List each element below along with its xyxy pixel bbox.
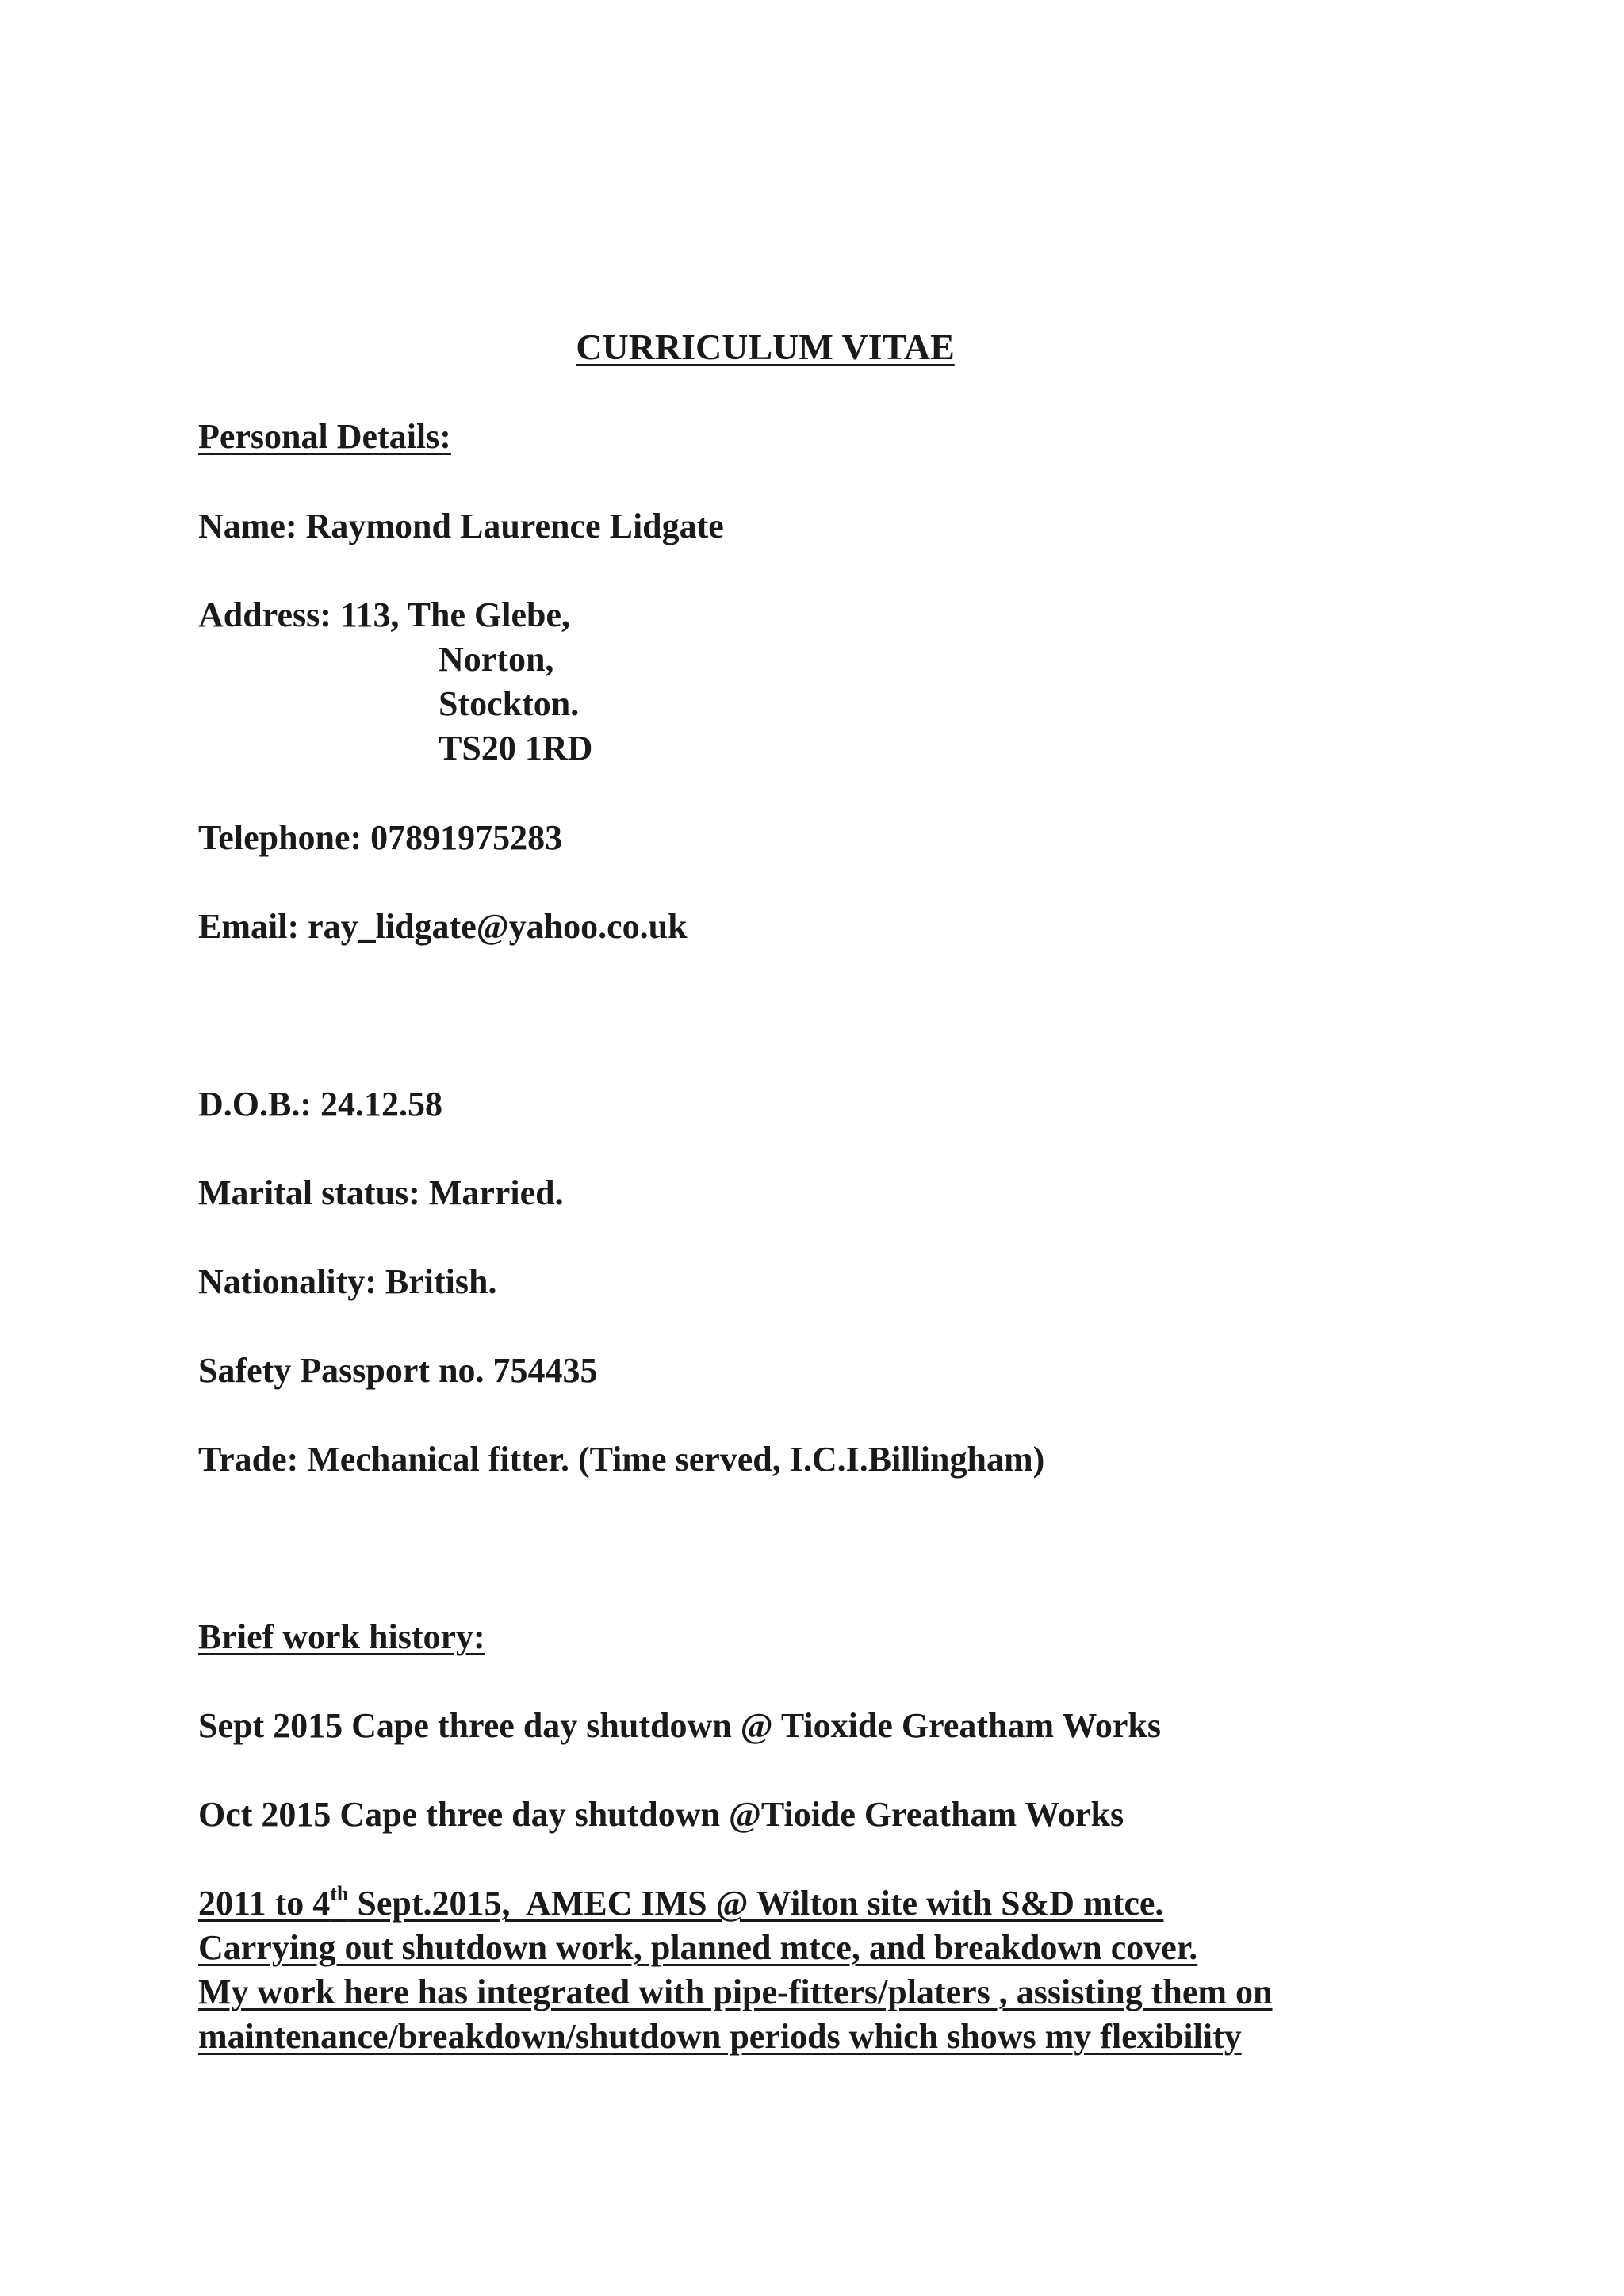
work-entry-amec-line1 — [198, 1881, 1163, 1926]
trade-line: Trade: Mechanical fitter. (Time served, I.C.I.Billingham) — [198, 1440, 1045, 1479]
safety-passport-line: Safety Passport no. 754435 — [198, 1351, 598, 1390]
work-entry-sept-2015: Sept 2015 Cape three day shutdown @ Tioxide Greatham Works — [198, 1706, 1162, 1745]
address-line-city: Stockton. — [439, 684, 580, 723]
work-entry-amec-line4: maintenance/breakdown/shutdown periods which shows my flexibility — [198, 2017, 1242, 2056]
work-entry-amec-line2: Carrying out shutdown work, planned mtce, and breakdown cover. — [198, 1928, 1198, 1967]
work-entry-amec-line1-end: Sept.2015, AMEC IMS @ Wilton site with S&D mtce. — [348, 1884, 1164, 1923]
address-line-postcode: TS20 1RD — [439, 729, 593, 767]
personal-details-heading: Personal Details: — [198, 417, 451, 456]
work-entry-oct-2015: Oct 2015 Cape three day shutdown @Tioide Greatham Works — [198, 1795, 1124, 1834]
nationality-line: Nationality: British. — [198, 1262, 497, 1301]
ordinal-suffix: th — [330, 1882, 349, 1905]
address-line: Address: 113, The Glebe, — [198, 595, 570, 634]
marital-status-line: Marital status: Married. — [198, 1173, 564, 1212]
work-entry-amec-line3: My work here has integrated with pipe-fitters/platers , assisting them on — [198, 1973, 1273, 2011]
name-line: Name: Raymond Laurence Lidgate — [198, 507, 724, 545]
document-title: CURRICULUM VITAE — [576, 327, 955, 367]
work-history-heading: Brief work history: — [198, 1617, 485, 1656]
telephone-line: Telephone: 07891975283 — [198, 818, 563, 857]
work-entry-amec-line1-start: 2011 to 4 — [198, 1884, 331, 1923]
email-line: Email: ray_lidgate@yahoo.co.uk — [198, 907, 688, 946]
address-line-town: Norton, — [439, 640, 554, 679]
dob-line: D.O.B.: 24.12.58 — [198, 1085, 442, 1123]
